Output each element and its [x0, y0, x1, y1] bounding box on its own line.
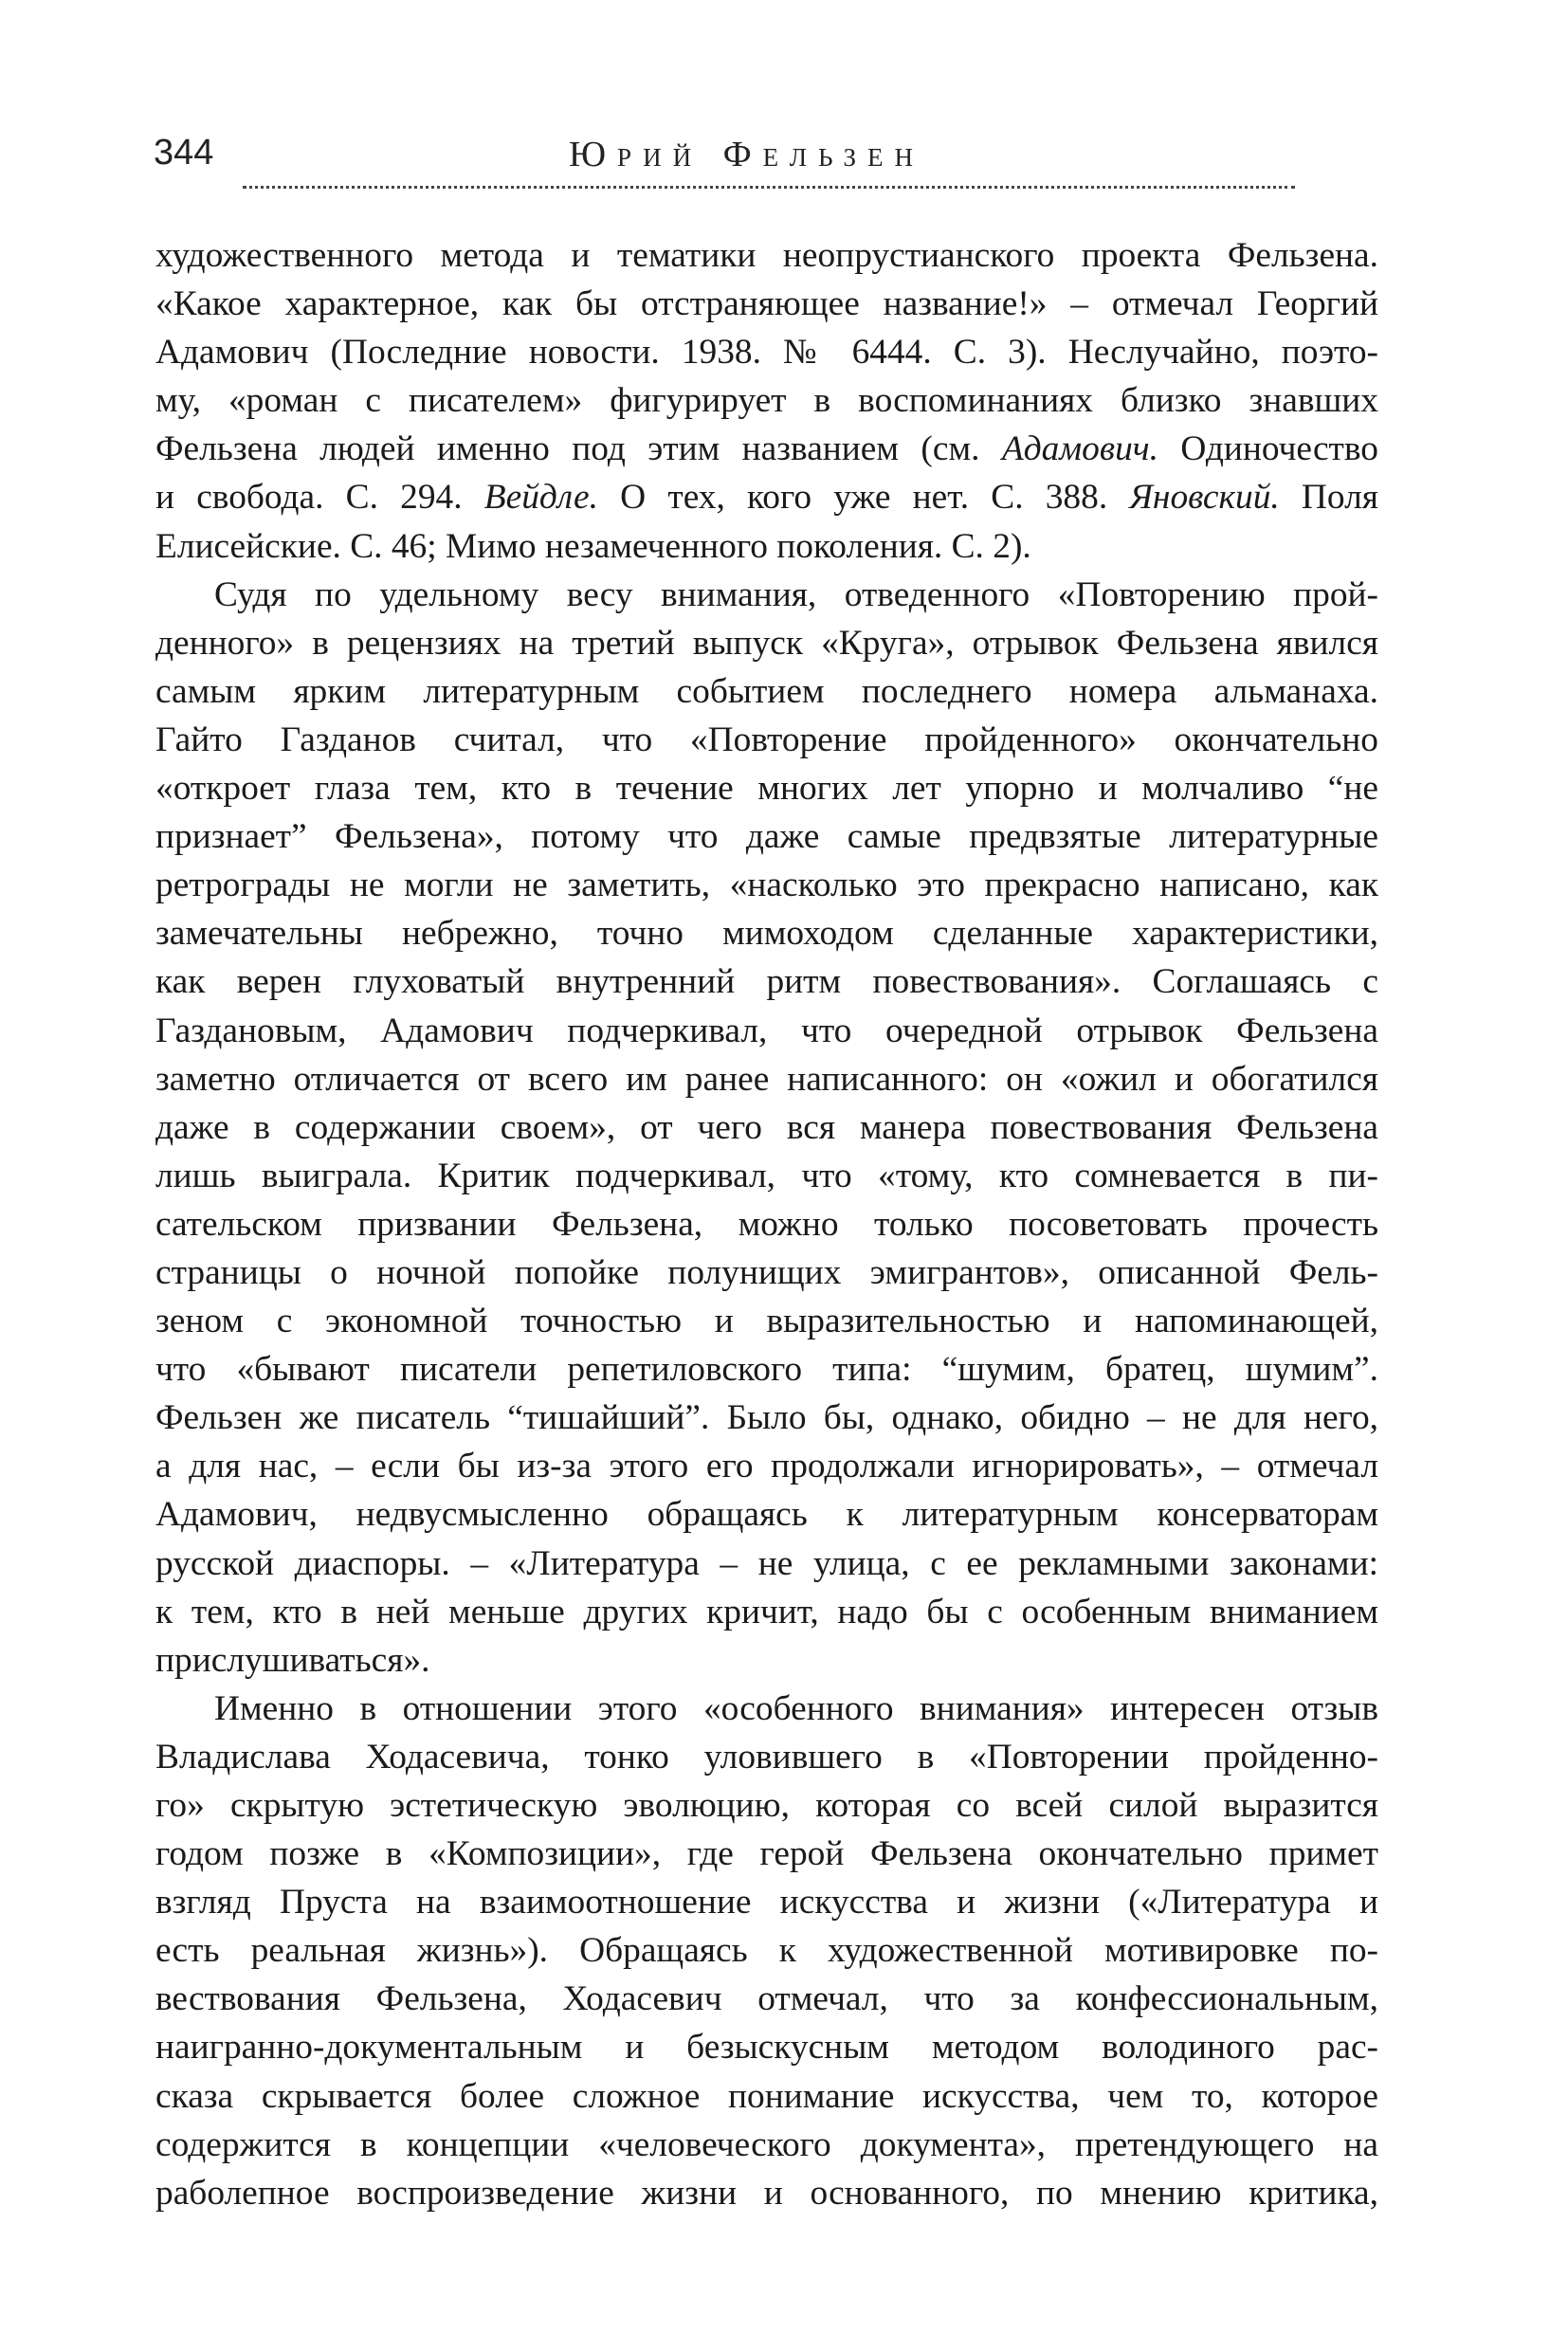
text-line: Фельзен же писатель “тишайший”. Было бы, однако, обидно – не для него, [155, 1398, 1378, 1438]
italic-author-name: Яновский. [1129, 478, 1280, 518]
text-line: самым ярким литературным событием последнего номера альманаха. [155, 671, 1378, 711]
text-line [155, 473, 1378, 521]
text-line: Газдановым, Адамович подчеркивал, что очередной отрывок Фельзена [155, 1011, 1378, 1050]
text-line: художественного метода и тематики неопрустианского проекта Фельзена. [155, 236, 1378, 275]
text-line: Елисейские. С. 46; Мимо незамеченного поколения. С. 2). [155, 526, 1031, 566]
text-line: наигранно-документальным и безыскусным методом володиного рас- [155, 2028, 1378, 2068]
text-line: зеном с экономной точностью и выразительностью и напоминающей, [155, 1302, 1378, 1341]
text-line: Именно в отношении этого «особенного внимания» интересен отзыв [214, 1688, 1378, 1728]
text-line: к тем, кто в ней меньше других кричит, надо бы с особенным вниманием [155, 1592, 1378, 1631]
text-segment: и свобода. С. 294. [155, 478, 484, 518]
text-line: раболепное воспроизведение жизни и основанного, по мнению критика, [155, 2173, 1378, 2213]
italic-author-name: Вейдле. [483, 478, 598, 518]
italic-author-name: Адамович. [1001, 429, 1158, 469]
text-line: Судя по удельному весу внимания, отведенного «Повторению прой- [214, 574, 1378, 614]
text-line [155, 425, 1378, 473]
paragraph [155, 1685, 1378, 2217]
body-text [155, 231, 1378, 2217]
paragraph [155, 231, 1378, 571]
page-number: 344 [154, 133, 214, 173]
text-line: Адамович, недвусмысленно обращаясь к литературным консерваторам [155, 1495, 1378, 1535]
text-line: заметно отличается от всего им ранее написанного: он «ожил и обогатился [155, 1059, 1378, 1099]
running-title: Юрий Фельзен [569, 135, 925, 174]
text-line: го» скрытую эстетическую эволюцию, которая со всей силой выразится [155, 1786, 1378, 1825]
text-line: а для нас, – если бы из-за этого его продолжали игнорировать», – отмечал [155, 1447, 1378, 1486]
text-line: му, «роман с писателем» фигурирует в воспоминаниях близко знавших [155, 381, 1378, 421]
text-line: взгляд Пруста на взаимоотношение искусства и жизни («Литература и [155, 1883, 1378, 1923]
text-segment: Поля [1279, 478, 1378, 518]
text-line: лишь выиграла. Критик подчеркивал, что «тому, кто сомневается в пи- [155, 1156, 1378, 1195]
text-line: прислушиваться». [155, 1640, 430, 1680]
text-line: содержится в концепции «человеческого документа», претендующего на [155, 2124, 1378, 2164]
text-line: Адамович (Последние новости. 1938. № 6444. С. 3). Неслучайно, поэто- [155, 333, 1378, 373]
text-line: страницы о ночной попойке полунищих эмигрантов», описанной Фель- [155, 1252, 1378, 1292]
text-segment: Одиночество [1158, 429, 1378, 469]
text-line: «Какое характерное, как бы отстраняющее название!» – отмечал Георгий [155, 284, 1378, 324]
text-line: замечательны небрежно, точно мимоходом сделанные характеристики, [155, 914, 1378, 954]
text-line: сказа скрывается более сложное понимание искусства, чем то, которое [155, 2076, 1378, 2116]
paragraph [155, 571, 1378, 1685]
text-line: Гайто Газданов считал, что «Повторение пройденного» окончательно [155, 720, 1378, 759]
text-line: русской диаспоры. – «Литература – не улица, с ее рекламными законами: [155, 1543, 1378, 1583]
text-line: годом позже в «Композиции», где герой Фельзена окончательно примет [155, 1834, 1378, 1874]
text-line: даже в содержании своем», от чего вся манера повествования Фельзена [155, 1107, 1378, 1147]
text-line: денного» в рецензиях на третий выпуск «Круга», отрывок Фельзена явился [155, 623, 1378, 663]
text-line: признает” Фельзена», потому что даже самые предвзятые литературные [155, 817, 1378, 857]
text-line: сательском призвании Фельзена, можно только посоветовать прочесть [155, 1204, 1378, 1244]
text-line: что «бывают писатели репетиловского типа: “шумим, братец, шумим”. [155, 1350, 1378, 1390]
text-line: «откроет глаза тем, кто в течение многих лет упорно и молчаливо “не [155, 769, 1378, 809]
text-line: есть реальная жизнь»). Обращаясь к художественной мотивировке по- [155, 1931, 1378, 1971]
text-segment: О тех, кого уже нет. С. 388. [598, 478, 1130, 518]
text-line: вествования Фельзена, Ходасевич отмечал, что за конфессиональным, [155, 1979, 1378, 2019]
text-line: ретрограды не могли не заметить, «насколько это прекрасно написано, как [155, 866, 1378, 905]
text-segment: Фельзена людей именно под этим названием (см. [155, 429, 1002, 469]
text-line: Владислава Ходасевича, тонко уловившего в «Повторении пройденно- [155, 1737, 1378, 1777]
text-line: как верен глуховатый внутренний ритм повествования». Соглашаясь с [155, 962, 1378, 1002]
header-dotted-rule [243, 186, 1295, 189]
